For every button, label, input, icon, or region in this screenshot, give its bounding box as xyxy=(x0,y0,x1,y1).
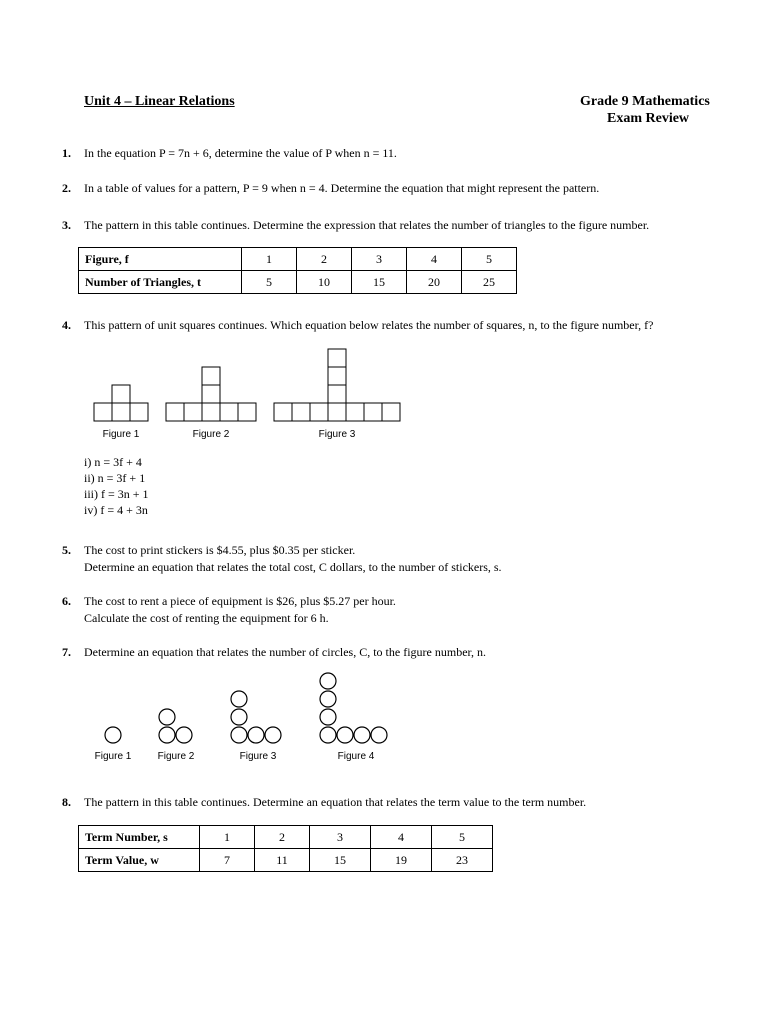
figure-label: Figure 3 xyxy=(239,751,277,762)
table-cell: 4 xyxy=(371,826,432,849)
question-number: 7. xyxy=(62,645,71,659)
circle-figure-4 xyxy=(320,673,387,743)
question-text: The cost to print stickers is $4.55, plus $0.35 per sticker. xyxy=(84,543,356,557)
table-cell: 5 xyxy=(242,271,297,294)
circles-pattern xyxy=(0,668,768,768)
question-text-continued: Calculate the cost of renting the equipment for 6 h. xyxy=(84,611,329,625)
square-figure-2 xyxy=(166,367,256,421)
question-number: 1. xyxy=(62,146,71,160)
row-label: Term Number, s xyxy=(79,826,200,849)
figure-label: Figure 2 xyxy=(157,751,195,762)
row-label: Figure, f xyxy=(79,248,242,271)
square-figure-1 xyxy=(94,385,148,421)
question-5 xyxy=(62,543,502,575)
option-iii: iii) f = 3n + 1 xyxy=(84,487,149,501)
question-text: Determine an equation that relates the number of circles, C, to the figure number, n. xyxy=(84,645,487,659)
question-number: 4. xyxy=(62,318,71,332)
table-row xyxy=(79,271,517,294)
row-label: Term Value, w xyxy=(79,849,200,872)
question-8 xyxy=(62,795,586,810)
table-cell: 1 xyxy=(200,826,255,849)
option-ii: ii) n = 3f + 1 xyxy=(84,471,146,485)
table-q3 xyxy=(78,247,517,294)
table-cell: 2 xyxy=(255,826,310,849)
table-cell: 11 xyxy=(255,849,310,872)
question-7 xyxy=(62,645,486,660)
table-cell: 5 xyxy=(462,248,517,271)
table-row xyxy=(79,849,493,872)
unit-title: Unit 4 – Linear Relations xyxy=(84,94,235,109)
option-iv: iv) f = 4 + 3n xyxy=(84,503,148,517)
document-type: Exam Review xyxy=(607,111,690,126)
question-2 xyxy=(62,181,599,196)
circle-figure-3 xyxy=(231,691,281,743)
row-label: Number of Triangles, t xyxy=(79,271,242,294)
question-text: This pattern of unit squares continues. Which equation below relates the number of squares, n, to the figure number, f? xyxy=(84,318,654,332)
table-cell: 19 xyxy=(371,849,432,872)
table-cell: 10 xyxy=(297,271,352,294)
table-cell: 3 xyxy=(310,826,371,849)
circle-figure-2 xyxy=(159,709,192,743)
table-cell: 23 xyxy=(432,849,493,872)
unit-squares-pattern xyxy=(0,340,768,445)
table-cell: 15 xyxy=(352,271,407,294)
table-cell: 2 xyxy=(297,248,352,271)
table-cell: 20 xyxy=(407,271,462,294)
table-cell: 1 xyxy=(242,248,297,271)
question-number: 2. xyxy=(62,181,71,195)
figure-label: Figure 4 xyxy=(337,751,375,762)
course-title: Grade 9 Mathematics xyxy=(580,94,710,109)
table-cell: 25 xyxy=(462,271,517,294)
figure-label: Figure 2 xyxy=(192,429,230,440)
question-number: 5. xyxy=(62,543,71,557)
circle-figure-1 xyxy=(105,727,121,743)
figure-label: Figure 3 xyxy=(318,429,356,440)
table-q8 xyxy=(78,825,493,872)
question-number: 6. xyxy=(62,594,71,608)
question-text: In a table of values for a pattern, P = 9 when n = 4. Determine the equation that might represent the pattern. xyxy=(84,181,600,195)
table-cell: 4 xyxy=(407,248,462,271)
square-figure-3 xyxy=(274,349,400,421)
table-cell: 7 xyxy=(200,849,255,872)
table-cell: 15 xyxy=(310,849,371,872)
figure-label: Figure 1 xyxy=(102,429,140,440)
question-text: The pattern in this table continues. Determine the expression that relates the number of triangles to the figure number. xyxy=(84,218,650,232)
question-1 xyxy=(62,146,397,161)
question-text: The pattern in this table continues. Determine an equation that relates the term value to the term number. xyxy=(84,795,587,809)
question-6 xyxy=(62,594,396,626)
table-row xyxy=(79,826,493,849)
question-number: 3. xyxy=(62,218,71,232)
table-cell: 3 xyxy=(352,248,407,271)
question-text: The cost to rent a piece of equipment is $26, plus $5.27 per hour. xyxy=(84,594,396,608)
question-4 xyxy=(62,318,653,333)
question-text: In the equation P = 7n + 6, determine the value of P when n = 11. xyxy=(84,146,397,160)
table-row xyxy=(79,248,517,271)
question-text-continued: Determine an equation that relates the total cost, C dollars, to the number of stickers, s. xyxy=(84,560,502,574)
table-cell: 5 xyxy=(432,826,493,849)
figure-label: Figure 1 xyxy=(94,751,132,762)
option-i: i) n = 3f + 4 xyxy=(84,455,142,469)
question-3 xyxy=(62,218,649,233)
question-number: 8. xyxy=(62,795,71,809)
